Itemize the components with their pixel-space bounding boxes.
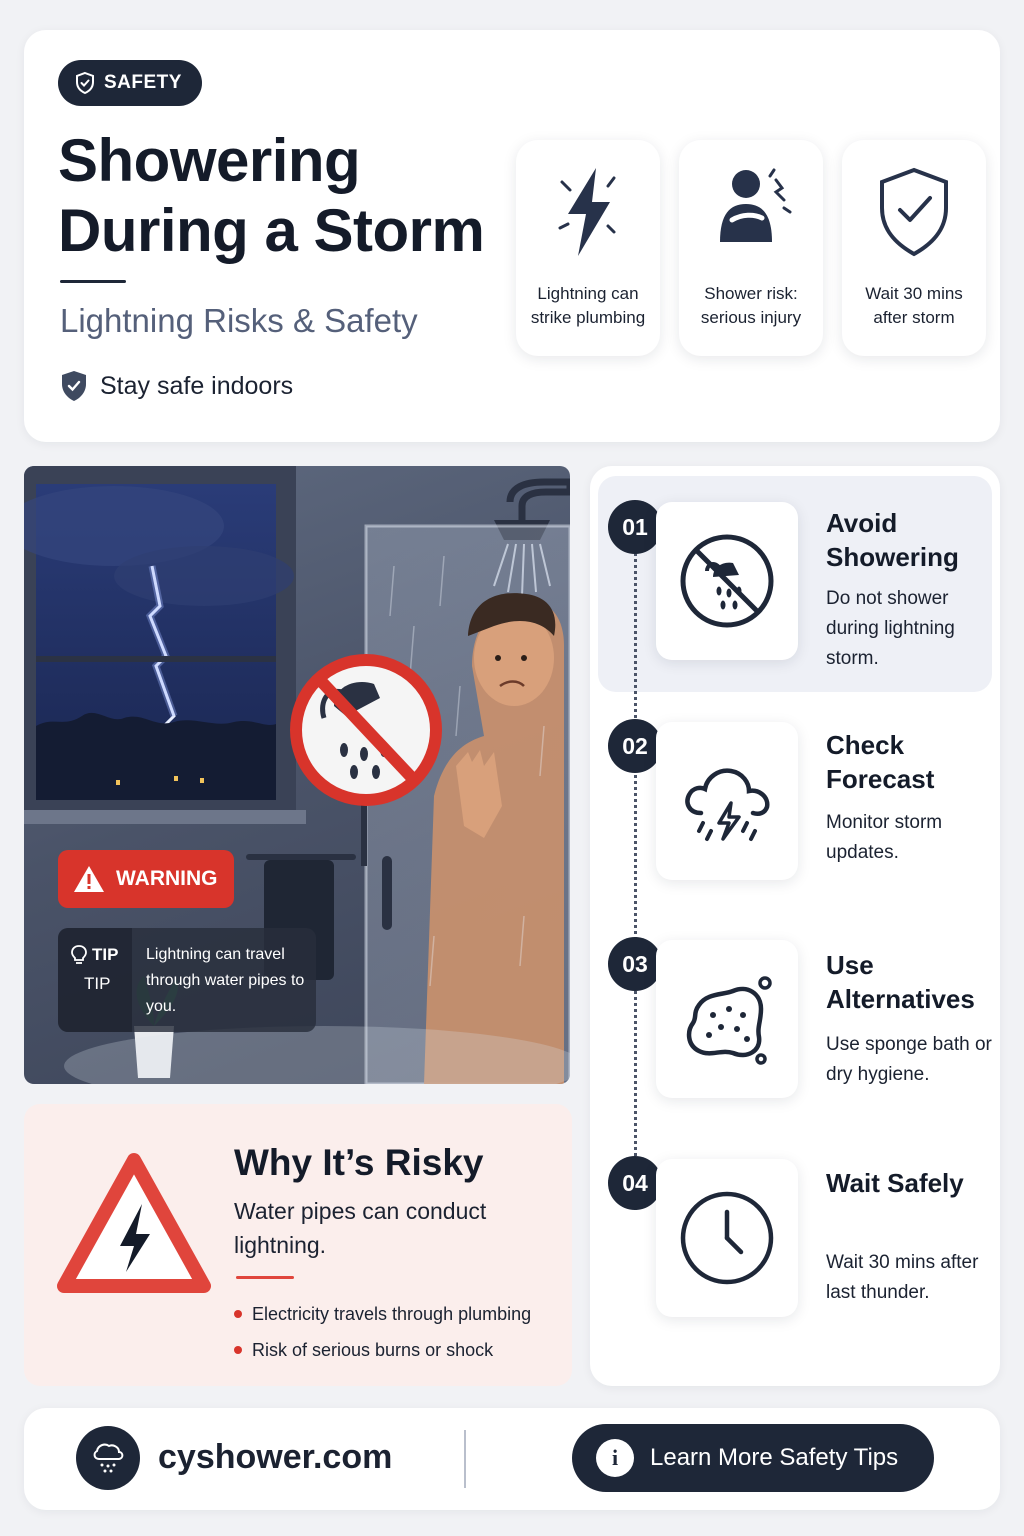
tip-box — [58, 928, 316, 1032]
step-title: Avoid Showering — [826, 508, 959, 572]
step-description: Use sponge bath or dry hygiene. — [826, 1034, 992, 1085]
title-divider — [60, 280, 126, 283]
risk-divider — [236, 1276, 294, 1279]
page-subtitle: Lightning Risks & Safety — [60, 302, 418, 339]
hero-card — [24, 30, 1000, 442]
step-number: 02 — [608, 719, 662, 773]
clock-icon — [677, 1188, 777, 1288]
list-item: Risk of serious burns or shock — [234, 1332, 531, 1368]
injured-person-icon — [706, 162, 796, 262]
feature-label: Wait 30 mins after storm — [865, 284, 963, 327]
list-item: Electricity travels through plumbing — [234, 1296, 531, 1332]
risk-title: Why It’s Risky — [234, 1142, 484, 1183]
step-description: Monitor storm updates. — [826, 812, 943, 863]
safety-badge — [58, 60, 202, 106]
storm-cloud-icon — [677, 751, 777, 851]
feature-card-injury — [679, 140, 823, 356]
learn-more-label: Learn More Safety Tips — [650, 1444, 899, 1471]
shower-cloud-icon — [89, 1439, 127, 1477]
step-icon-card — [656, 1159, 798, 1317]
feature-label: Lightning can strike plumbing — [530, 284, 646, 327]
page-title-line-1: Showering — [58, 127, 361, 194]
why-risky-card — [24, 1104, 572, 1386]
step-icon-card — [656, 940, 798, 1098]
safety-steps-card — [590, 466, 1000, 1386]
warning-badge — [58, 850, 234, 908]
step-description: Do not shower during lightning storm. — [826, 588, 955, 669]
tip-label: TIP — [70, 944, 118, 966]
step-title: Check Forecast — [826, 730, 935, 794]
stay-safe-note — [60, 370, 293, 402]
high-voltage-warning-icon — [54, 1150, 214, 1300]
warning-label: WARNING — [116, 867, 218, 890]
learn-more-button[interactable] — [572, 1424, 934, 1492]
bathroom-storm-illustration — [24, 466, 570, 1084]
step-number: 01 — [608, 500, 662, 554]
step-icon-card — [656, 722, 798, 880]
page-title — [58, 126, 518, 266]
feature-card-lightning — [516, 140, 660, 356]
stay-safe-text: Stay safe indoors — [100, 371, 294, 400]
shield-icon — [74, 71, 96, 95]
step-connector — [634, 530, 637, 1210]
tip-label-secondary: TIP — [84, 974, 111, 993]
tip-text: Lightning can travel through water pipes to you. — [146, 946, 305, 1015]
footer-bar — [24, 1408, 1000, 1510]
safety-badge-label: SAFETY — [104, 72, 182, 93]
sponge-icon — [677, 969, 777, 1069]
feature-label: Shower risk: serious injury — [700, 284, 802, 327]
site-url[interactable]: cyshower.com — [158, 1438, 393, 1476]
step-number: 04 — [608, 1156, 662, 1210]
lightbulb-icon — [70, 944, 88, 966]
no-shower-icon — [677, 531, 777, 631]
warning-triangle-icon — [72, 864, 106, 894]
step-description: Wait 30 mins after last thunder. — [826, 1252, 979, 1303]
footer-divider — [464, 1430, 466, 1488]
step-number: 03 — [608, 937, 662, 991]
page-title-line-2: During a Storm — [58, 197, 485, 264]
risk-description: Water pipes can conduct lightning. — [234, 1198, 487, 1258]
site-logo — [76, 1426, 140, 1490]
shield-check-small-icon — [60, 370, 88, 402]
step-title: Use Alternatives — [826, 950, 975, 1014]
feature-card-wait — [842, 140, 986, 356]
step-title: Wait Safely — [826, 1168, 964, 1198]
info-icon: i — [596, 1439, 634, 1477]
risk-bullet-list — [234, 1296, 531, 1368]
shield-check-icon — [874, 162, 954, 262]
step-icon-card — [656, 502, 798, 660]
lightning-icon — [548, 162, 628, 262]
